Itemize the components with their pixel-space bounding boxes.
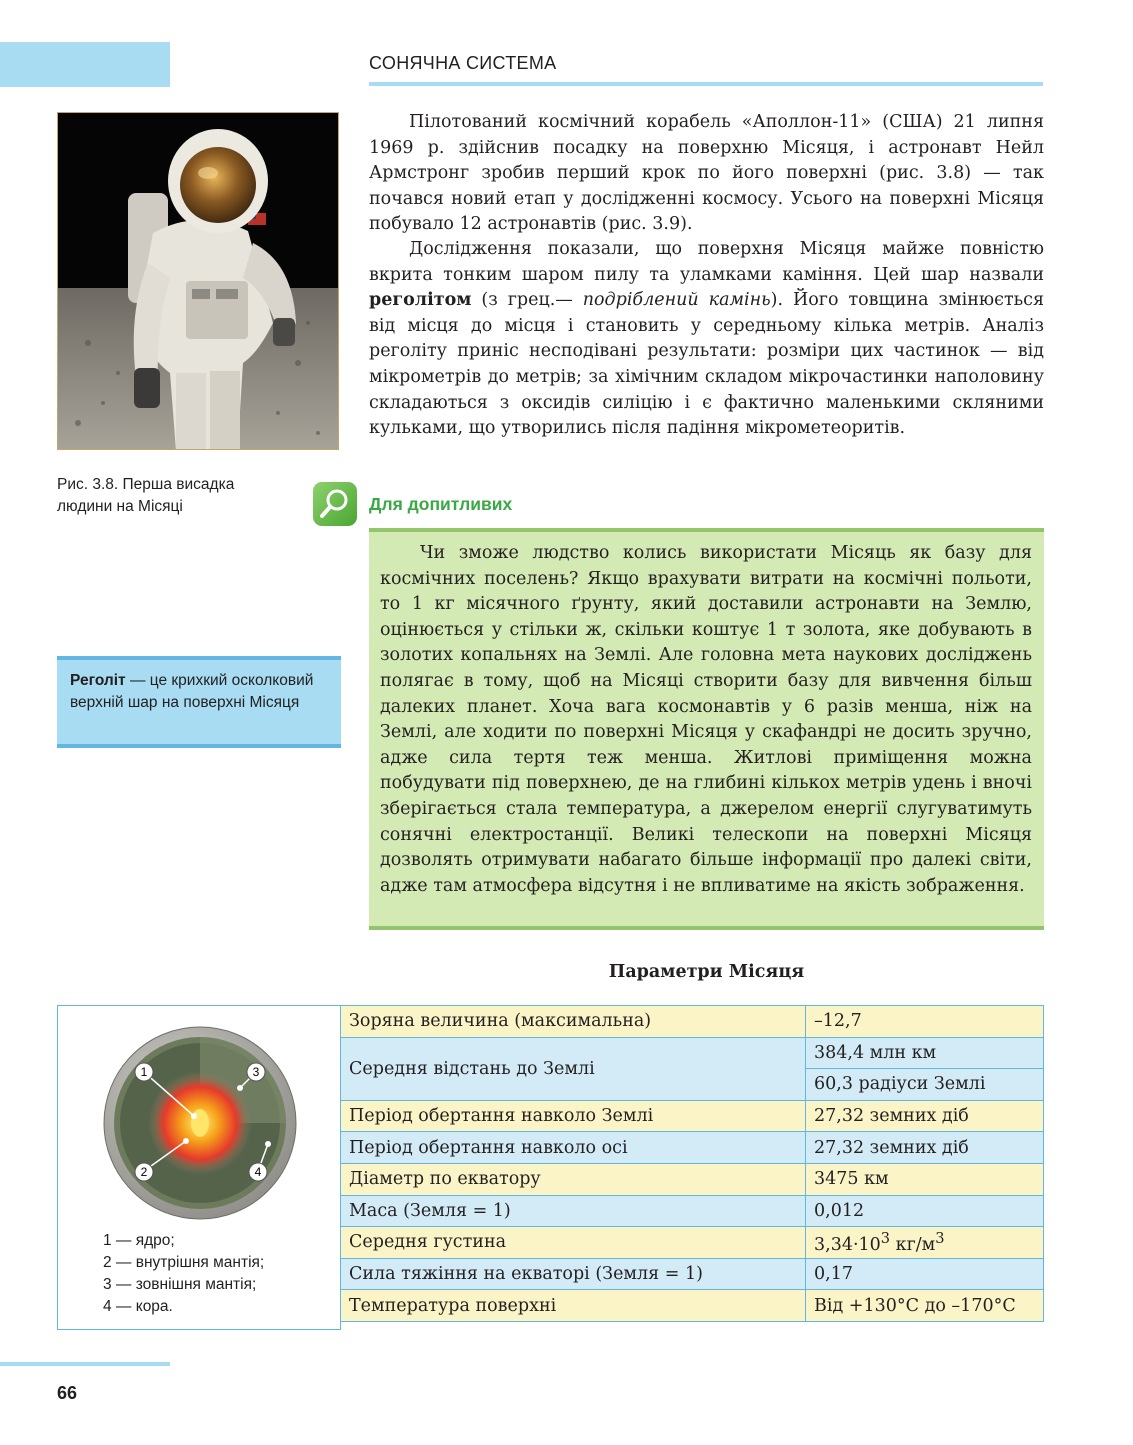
p2-text-after: ). Його товщина змінюється від місця до місця і становить у середньому кілька метрів. Аналіз реголіту приніс несподівані результати: розміри цих частинок — від мікрометрів до метрів; за хімічним складом мікрочастинки наполовину складаються з оксидів силіцію і є фактично маленькими скляними кульками, що утворились після падіння мікрометеоритів. — [369, 290, 1044, 439]
param-value — [806, 1227, 1044, 1259]
photo-caption: Рис. 3.8. Перша висадка людини на Місяці — [57, 476, 235, 515]
table-title: Параметри Місяця — [608, 962, 805, 982]
param-value: 384,4 млн км — [806, 1037, 1044, 1069]
footer-rule — [0, 1362, 170, 1366]
page-number: 66 — [57, 1383, 78, 1403]
param-value: 27,32 земних діб — [806, 1100, 1044, 1132]
param-value: Від +130°С до –170°С — [806, 1290, 1044, 1322]
moon-legend — [103, 1230, 264, 1318]
magnifier-icon — [313, 482, 357, 526]
param-label: Температура поверхні — [341, 1290, 806, 1322]
legend-item: 1 — ядро; — [103, 1232, 175, 1249]
header-tab — [0, 42, 170, 87]
density-base: 3,34·10 — [814, 1234, 881, 1255]
density-unit-exponent: 3 — [935, 1230, 945, 1248]
marker-4-label: 4 — [254, 1165, 262, 1179]
param-value: 27,32 земних діб — [806, 1132, 1044, 1164]
table-row — [341, 1227, 1044, 1259]
param-value: –12,7 — [806, 1006, 1044, 1038]
table-row — [341, 1258, 1044, 1290]
param-value: 0,17 — [806, 1258, 1044, 1290]
legend-item: 2 — внутрішня мантія; — [103, 1254, 265, 1271]
header-rule — [369, 82, 1043, 86]
term-translation: подріблений камінь — [582, 290, 771, 311]
param-label: Маса (Земля = 1) — [341, 1195, 806, 1227]
marker-3-label: 3 — [252, 1065, 260, 1079]
term-regolith: реголітом — [369, 290, 472, 311]
param-label: Середня відстань до Землі — [341, 1037, 806, 1100]
table-row — [341, 1037, 1044, 1069]
param-label: Період обертання навколо осі — [341, 1132, 806, 1164]
moon-structure-diagram — [58, 1006, 342, 1236]
curious-text: Чи зможе людство колись використати Місяць як базу для космічних поселень? Якщо врахувати витрати на космічні польоти, то 1 кг місячного ґрунту, який доставили астронавти на Землю, оцінюється у стільки ж, скільки коштує 1 т золота, яке добувають в золотих копальнях на Землі. Але головна мета наукових досліджень полягає в тому, щоб на Місяці створити базу для вивчення більш далеких планет. Хоча вага космонавтів у 6 разів менша, ніж на Землі, але ходити по поверхні Місяця у скафандрі не досить зручно, адже сила тертя теж менша. Житлові приміщення можна побудувати під поверхнею, де на глибині кількох метрів удень і вночі зберігається стала температура, а джерелом енергії слугуватимуть сонячні електростанції. Великі телескопи на поверхні Місяця дозволять отримувати набагато більше інформації про далекі світи, адже там атмосфера відсутня і не впливатиме на якість зображення. — [380, 543, 1032, 896]
p2-text-before: Дослідження показали, що поверхня Місяця майже повністю вкрита тонким шаром пилу та уламками каміння. Цей шар назвали — [369, 239, 1044, 285]
param-label: Зоряна величина (максимальна) — [341, 1006, 806, 1038]
param-value: 0,012 — [806, 1195, 1044, 1227]
moon-parameters-table — [340, 1005, 1044, 1322]
param-label: Діаметр по екватору — [341, 1163, 806, 1195]
param-value: 3475 км — [806, 1163, 1044, 1195]
table-row — [341, 1195, 1044, 1227]
table-row — [341, 1100, 1044, 1132]
astronaut-photo — [57, 112, 339, 450]
marker-1-label: 1 — [140, 1065, 148, 1079]
p2-text-mid: (з грец.— — [471, 290, 583, 311]
curious-title: Для допитливих — [369, 494, 513, 514]
param-label: Період обертання навколо Землі — [341, 1100, 806, 1132]
marker-2-label: 2 — [140, 1165, 148, 1179]
param-value: 60,3 радіуси Землі — [806, 1069, 1044, 1101]
paragraph-regolith — [369, 237, 1044, 442]
section-title: СОНЯЧНА СИСТЕМА — [369, 53, 557, 73]
table-row — [341, 1163, 1044, 1195]
definition-body: — це крихкий осколковий верхній шар на поверхні Місяця — [70, 672, 314, 711]
param-label: Сила тяжіння на екваторі (Земля = 1) — [341, 1258, 806, 1290]
paragraph-apollo: Пілотований космічний корабель «Аполлон-11» (США) 21 липня 1969 р. здійснив посадку на поверхню Місяця, і астронавт Нейл Армстронг зробив перший крок по його поверхні (рис. 3.8) — так почався новий етап у дослідженні космосу. Усього на поверхні Місяця побувало 12 астронавтів (рис. 3.9). — [369, 112, 1044, 235]
density-exponent: 3 — [880, 1230, 891, 1248]
table-row — [341, 1006, 1044, 1038]
definition-text — [70, 670, 332, 714]
table-row — [341, 1290, 1044, 1322]
table-row — [341, 1132, 1044, 1164]
legend-item: 4 — кора. — [103, 1298, 173, 1315]
param-label: Середня густина — [341, 1227, 806, 1259]
definition-term: Реголіт — [70, 672, 126, 689]
legend-item: 3 — зовнішня мантія; — [103, 1276, 257, 1293]
density-unit: кг/м — [890, 1234, 936, 1255]
